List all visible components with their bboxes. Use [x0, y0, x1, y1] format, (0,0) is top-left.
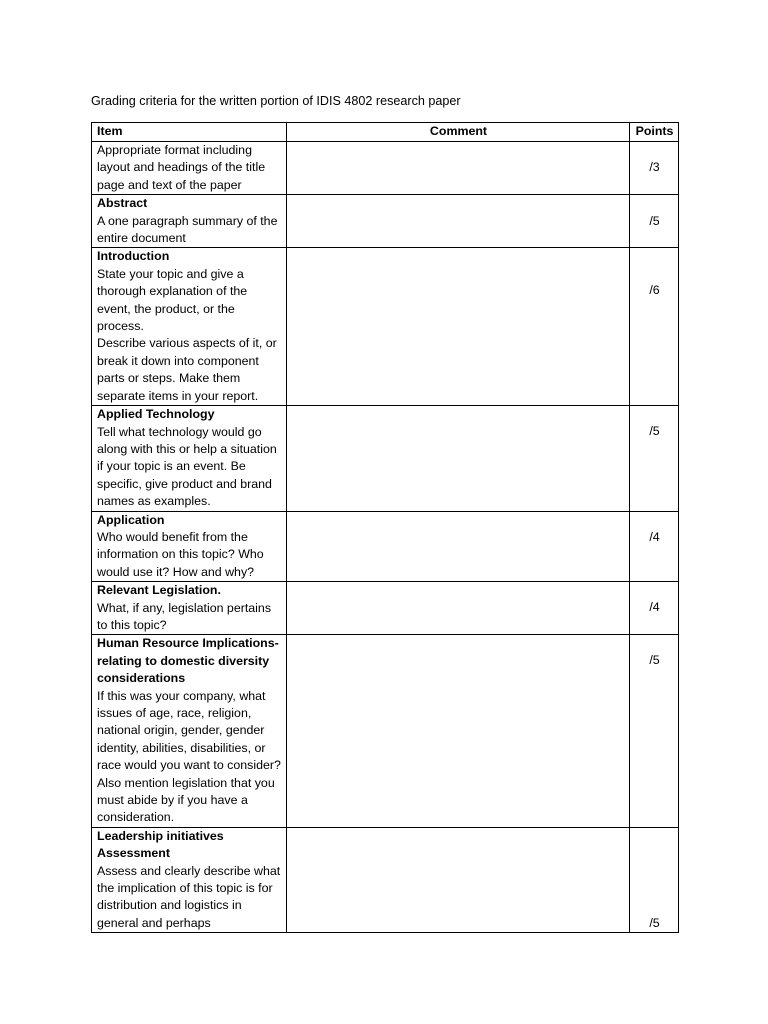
item-description-extra: Describe various aspects of it, or break it down into component parts or steps. Make them separate items in your report.: [97, 336, 277, 403]
item-cell: [92, 827, 287, 932]
item-title: Abstract: [97, 196, 148, 211]
table-row: [92, 142, 679, 195]
points-cell: [630, 511, 679, 582]
points-cell: [630, 142, 679, 195]
points-cell: [630, 406, 679, 511]
points-cell: [630, 195, 679, 248]
item-title: Introduction: [97, 249, 170, 264]
header-points: Points: [630, 123, 679, 142]
comment-cell: [287, 827, 630, 932]
comment-cell: [287, 511, 630, 582]
table-row: [92, 582, 679, 635]
points-value: /4: [649, 529, 660, 544]
comment-cell: [287, 142, 630, 195]
points-value: /5: [649, 915, 660, 930]
comment-cell: [287, 635, 630, 827]
points-value: /5: [649, 424, 660, 439]
item-description: A one paragraph summary of the entire document: [97, 213, 278, 246]
header-comment: Comment: [287, 123, 630, 142]
grading-table: [91, 122, 679, 933]
item-cell: [92, 406, 287, 511]
table-row: [92, 195, 679, 248]
item-cell: [92, 195, 287, 248]
item-description: Who would benefit from the information on this topic? Who would use it? How and why?: [97, 529, 264, 579]
table-row: [92, 511, 679, 582]
points-cell: [630, 635, 679, 827]
item-description: Assess and clearly describe what the implication of this topic is for distribution and logistics in general and perhaps: [97, 863, 281, 930]
table-row: [92, 406, 679, 511]
table-row: [92, 248, 679, 406]
header-item: Item: [92, 123, 287, 142]
document-title: Grading criteria for the written portion of IDIS 4802 research paper: [91, 94, 461, 108]
item-title: Human Resource Implications- relating to domestic diversity considerations: [97, 636, 279, 686]
item-title: Relevant Legislation.: [97, 583, 221, 598]
item-title: Applied Technology: [97, 407, 215, 422]
comment-cell: [287, 248, 630, 406]
item-cell: [92, 142, 287, 195]
table-header-row: [92, 123, 679, 142]
item-cell: [92, 635, 287, 827]
item-cell: [92, 511, 287, 582]
item-title: Application: [97, 512, 165, 527]
item-cell: [92, 582, 287, 635]
points-value: /4: [649, 600, 660, 615]
item-description: If this was your company, what issues of age, race, religion, national origin, gender, gender identity, abilities, disabilities, or race would you want to consider? Also mention legislation that you must abide by if you have a consideration.: [97, 688, 281, 825]
item-description: Tell what technology would go along with this or help a situation if your topic is an event. Be specific, give product and brand names as examples.: [97, 424, 277, 509]
comment-cell: [287, 582, 630, 635]
points-cell: [630, 827, 679, 932]
points-cell: [630, 582, 679, 635]
item-title: Leadership initiatives Assessment: [97, 828, 224, 861]
points-value: /5: [649, 213, 660, 228]
points-value: /3: [649, 160, 660, 175]
item-description: Appropriate format including layout and headings of the title page and text of the paper: [97, 143, 266, 192]
comment-cell: [287, 195, 630, 248]
item-description: State your topic and give a thorough explanation of the event, the product, or the process.: [97, 266, 248, 334]
item-cell: [92, 248, 287, 406]
points-value: /6: [649, 283, 660, 298]
points-cell: [630, 248, 679, 406]
item-description: What, if any, legislation pertains to this topic?: [97, 600, 272, 632]
table-row: [92, 635, 679, 827]
comment-cell: [287, 406, 630, 511]
points-value: /5: [649, 653, 660, 668]
table-row: [92, 827, 679, 932]
